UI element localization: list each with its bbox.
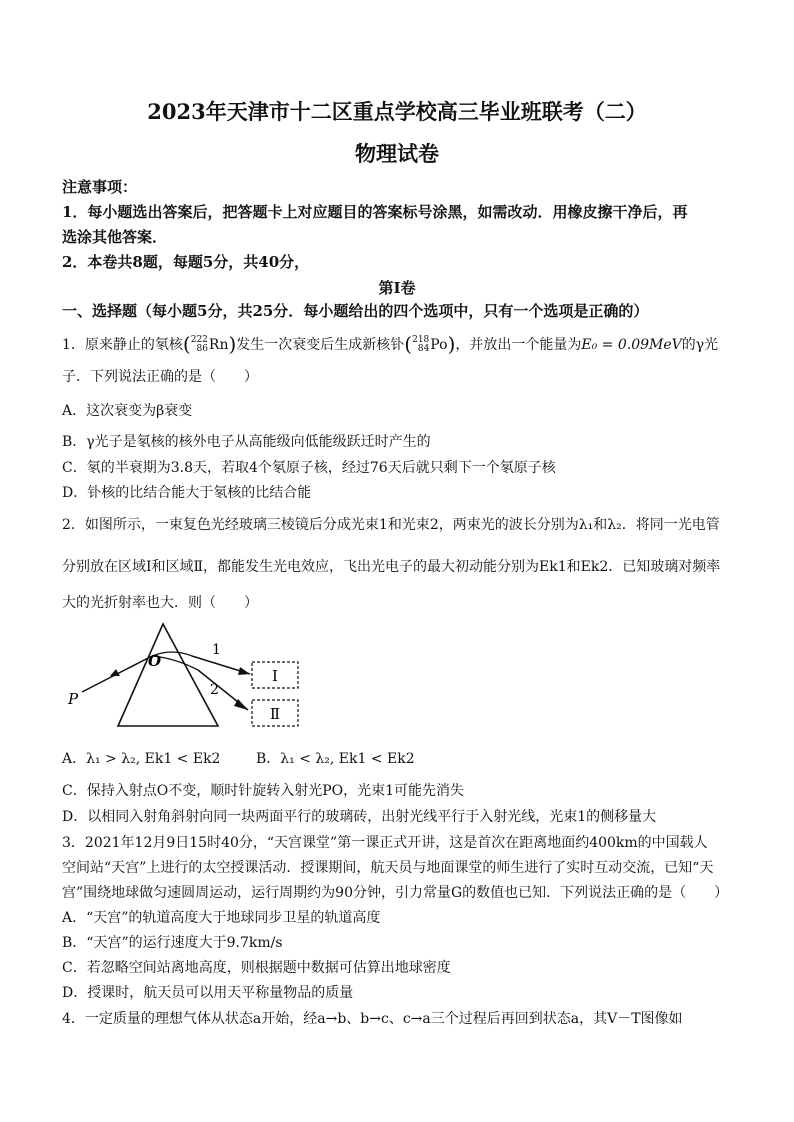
q2-stem-line1: 2．如图所示，一束复色光经玻璃三棱镜后分成光束1和光束2，两束光的波长分别为λ₁和λ₂．将同一光电管 — [62, 517, 720, 533]
q1-stem-a: 1．原来静止的氡核 — [62, 337, 183, 353]
beam-2-label: 2 — [210, 682, 219, 698]
q1-option-c: C．氡的半衰期为3.8天，若取4个氡原子核，经过76天后就只剩下一个氡原子核 — [62, 460, 556, 476]
q3-option-c: C．若忽略空间站离地高度，则根据题中数据可估算出地球密度 — [62, 960, 451, 976]
q1-option-b: B．γ光子是氡核的核外电子从高能级向低能级跃迁时产生的 — [62, 434, 431, 450]
q2-stem-line3: 大的光折射率也大．则（ ） — [62, 595, 258, 611]
rn-mass-number: 222 — [190, 335, 208, 345]
q2-option-d: D．以相同入射角斜射向同一块两面平行的玻璃砖，出射光线平行于入射光线，光束1的侧移量大 — [62, 809, 657, 825]
volume-heading: 第Ⅰ卷 — [378, 279, 416, 297]
q3-stem-line3: 宫”围绕地球做匀速圆周运动，运行周期约为90分钟，引力常量G的数值也已知．下列说法正确的是（ ） — [62, 885, 729, 901]
ray-1-arrow-icon — [238, 667, 250, 675]
rn-symbol: Rn — [208, 337, 229, 353]
beam-1-label: 1 — [212, 642, 221, 658]
q2-option-a: A．λ₁ > λ₂, Ek1 < Ek2 — [62, 751, 221, 767]
q4-stem-line1: 4．一定质量的理想气体从状态a开始，经a→b、b→c、c→a三个过程后再回到状态a，其V－T图像如 — [62, 1011, 683, 1027]
notice-item-2: 2．本卷共8题，每题5分，共40分， — [62, 253, 310, 271]
region-label-2: Ⅱ — [269, 705, 281, 723]
point-p-label: P — [68, 690, 79, 708]
region-label-1: Ⅰ — [272, 667, 278, 685]
q1-stem-b: 发生一次衰变后生成新核钋 — [236, 337, 405, 353]
q1-stem-c: ，并放出一个能量为 — [455, 337, 582, 353]
q3-stem-line2: 空间站“天宫”上进行的太空授课活动．授课期间，航天员与地面课堂的师生进行了实时互动交流，已知“天 — [62, 860, 714, 876]
q1-option-d: D．钋核的比结合能大于氡核的比结合能 — [62, 485, 312, 501]
q1-stem-d: 的γ光 — [681, 337, 719, 353]
po-mass-number: 218 — [412, 335, 430, 345]
rn-charge-number: 86 — [196, 344, 208, 354]
exam-subtitle: 物理试卷 — [355, 141, 439, 166]
q1-option-a: A．这次衰变为β衰变 — [62, 403, 193, 419]
q1-stem-line2: 子．下列说法正确的是（ ） — [62, 369, 258, 385]
point-o-label: O — [148, 652, 162, 670]
q2-option-b: B．λ₁ < λ₂, Ek1 < Ek2 — [256, 751, 415, 767]
section-heading: 一、选择题（每小题5分，共25分．每小题给出的四个选项中，只有一个选项是正确的） — [62, 302, 649, 320]
q2-option-c: C．保持入射点O不变，顺时针旋转入射光PO，光束1可能先消失 — [62, 783, 464, 799]
exam-title: 2023年天津市十二区重点学校高三毕业班联考（二） — [147, 99, 647, 124]
q3-stem-line1: 3．2021年12月9日15时40分，“天宫课堂”第一课正式开讲，这是首次在距离地面约400km的中国载人 — [62, 835, 708, 851]
notice-item-1-cont: 选涂其他答案． — [62, 228, 168, 246]
q1-stem: 1．原来静止的氡核( 222 86 Rn)发生一次衰变后生成新核钋( 218 84 Po)，并放出一个能量为E₀ = 0.09MeV的γ光 — [62, 332, 719, 356]
prism-figure — [60, 618, 310, 738]
energy-value: E₀ = 0.09MeV — [581, 337, 682, 353]
q3-option-d: D．授课时，航天员可以用天平称量物品的质量 — [62, 985, 354, 1001]
q3-option-a: A．“天宫”的轨道高度大于地球同步卫星的轨道高度 — [62, 910, 381, 926]
q2-stem-line2: 分别放在区域Ⅰ和区域Ⅱ，都能发生光电效应，飞出光电子的最大初动能分别为Ek1和Ek2．已知玻璃对频率 — [62, 559, 721, 575]
notice-heading: 注意事项： — [62, 178, 138, 196]
notice-item-1: 1．每小题选出答案后，把答题卡上对应题目的答案标号涂黑，如需改动．用橡皮擦干净后，再 — [62, 203, 688, 221]
po-symbol: Po — [430, 337, 448, 353]
po-charge-number: 84 — [417, 344, 430, 354]
prism-shape — [118, 624, 218, 726]
q3-option-b: B．“天宫”的运行速度大于9.7km/s — [62, 935, 283, 951]
